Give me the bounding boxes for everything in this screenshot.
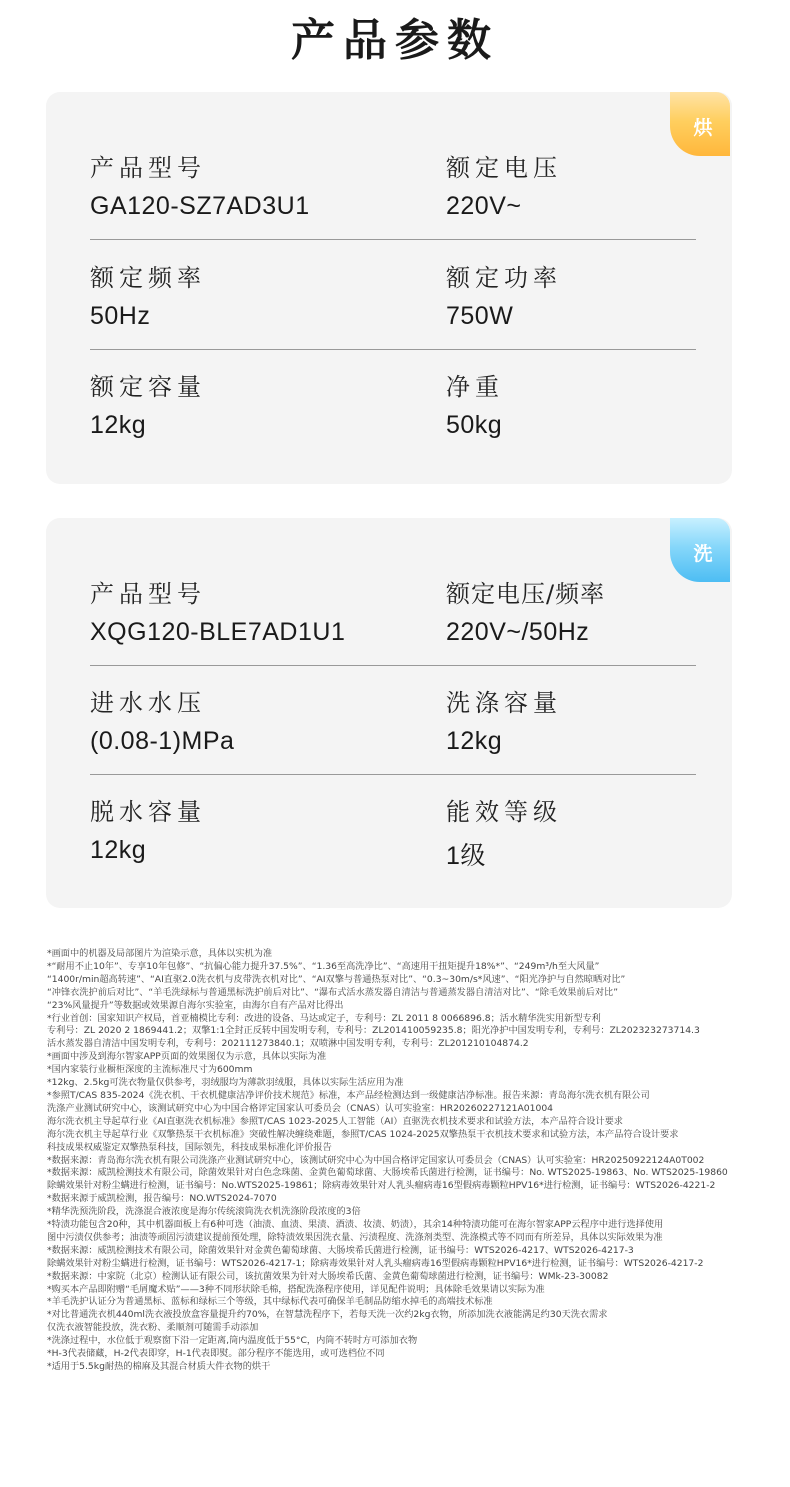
footnote-line: 除螨效果针对粉尘螨进行检测，证书编号：No.WTS2025-19861；除病毒效果针对人乳头瘤病毒16型假病毒颗粒HPV16*进行检测，证书编号：WTS2026-4221-2 [47,1180,716,1192]
footnote-line: 洗涤产业测试研究中心，该测试研究中心为中国合格评定国家认可委员会（CNAS）认可实验室：HR20260227121A01004 [47,1102,554,1114]
washer-badge: 洗 [670,518,730,582]
footnote-line: *洗涤过程中，水位低于观察窗下沿一定距离,筒内温度低于55°C，内筒不转时方可添加衣物 [47,1335,418,1347]
footnote-line: *数据来源：中家院（北京）检测认证有限公司，该抗菌效果为针对大肠埃希氏菌、金黄色葡萄球菌进行检测，证书编号：WMk-23-30082 [47,1270,609,1282]
footnote-line: *H-3代表储藏，H-2代表即穿，H-1代表即熨。部分程序不能选用，或可选档位不同 [47,1348,385,1360]
spec-value: GA120-SZ7AD3U1 [90,192,310,220]
spec-row [90,132,696,240]
page-title: 产品参数 [291,15,499,66]
spec-label: 产品型号 [90,154,206,182]
washer-spec-card [46,518,732,908]
spec-value: (0.08-1)MPa [90,727,235,755]
spec-value: 50kg [446,411,503,439]
footnote-line: 科技成果权威鉴定双擎热泵科技，国际领先，科技成果标准化评价报告 [47,1141,332,1153]
spec-label: 额定电压/频率 [446,580,606,608]
footnote-line: *特渍功能包含20种，其中机器面板上有6种可选（油渍、血渍、果渍、酒渍、妆渍、奶渍），其余14种特渍功能可在海尔智家APP云程序中进行选择使用 [47,1219,664,1231]
spec-value: 50Hz [90,302,151,330]
footnote-line: *画面中的机器及局部图片为渲染示意，具体以实机为准 [47,948,273,959]
spec-label: 净重 [446,373,504,401]
footnote-line: *数据来源：青岛海尔洗衣机有限公司洗涤产业测试研究中心，该测试研究中心为中国合格评定国家认可委员会（CNAS）认可实验室：HR20250922124A0T002 [47,1154,705,1166]
spec-value: 750W [446,302,514,330]
spec-row [90,776,696,884]
footnote-line: *羊毛洗护认证分为普通黑标、蓝标和绿标三个等级，其中绿标代表可确保羊毛制品防缩水掉毛的高端技术标准 [47,1296,493,1308]
footnote-line: 除螨效果针对粉尘螨进行检测，证书编号：WTS2026-4217-1；除病毒效果针对人乳头瘤病毒16型假病毒颗粒HPV16*进行检测，证书编号：WTS2026-4217-2 [47,1257,704,1269]
spec-row [90,242,696,350]
footnote-line: *参照T/CAS 835-2024《洗衣机、干衣机健康洁净评价技术规范》标准，本产品经检测达到一级健康洁净标准。报告来源：青岛海尔洗衣机有限公司 [47,1089,650,1101]
spec-label: 产品型号 [90,580,206,608]
footnote-line: *数据来源：威凯检测技术有限公司，除菌效果针对金黄色葡萄球菌、大肠埃希氏菌进行检测，证书编号：WTS2026-4217、WTS2026-4217-3 [47,1244,634,1256]
spec-row [90,558,696,666]
footnote-line: *画面中涉及到海尔智家APP页面的效果图仅为示意，具体以实际为准 [47,1051,327,1063]
spec-label: 进水水压 [90,689,206,717]
spec-value: 12kg [90,411,147,439]
spec-label: 额定电压 [446,154,562,182]
footnote-line: *行业首创：国家知识产权局，首亚楠模比专利：改进的设备、马达或定子，专利号：ZL 2011 8 0066896.8；活水精华洗实用新型专利 [47,1012,601,1024]
footnote-line: *“耐用不止10年”、专享10年包修”、“抗偏心能力提升37.5%”、“1.36至高洗净比”、“高速用干扭矩提升18%*”、“249m³/h至大风量” [47,960,600,972]
footnote-line: 海尔洗衣机主导起草行业《AI直驱洗衣机标准》参照T/CAS 1023-2025人工智能（AI）直驱洗衣机技术要求和试验方法，本产品符合设计要求 [47,1115,623,1127]
footnote-line: *数据来源于威凯检测，报告编号：NO.WTS2024-7070 [47,1193,277,1205]
footnote-line: *对比普通洗衣机440ml洗衣液投放盒容量提升约70%，在智慧洗程序下，若每天洗一次约2kg衣物，所添加洗衣液能满足约30天洗衣需求 [47,1309,608,1321]
footnotes [47,948,777,1374]
footnote-line: 图中污渍仅供参考；油渍等顽固污渍建议提前预处理，除特渍效果因洗衣量、污渍程度、洗涤剂类型、洗涤模式等不同而有所差异，具体以实际效果为准 [47,1231,663,1243]
footnote-line: *12kg、2.5kg可洗衣物量仅供参考，羽绒服均为薄款羽绒服，具体以实际生活应用为准 [47,1077,404,1089]
spec-label: 脱水容量 [90,798,206,826]
spec-label: 能效等级 [446,798,562,826]
spec-value: 220V~ [446,192,522,220]
spec-label: 洗涤容量 [446,689,562,717]
footnote-line: “23%风量提升”等数据或效果源自海尔实验室，由海尔自有产品对比得出 [47,999,344,1011]
spec-value: 12kg [90,836,147,864]
footnote-line: *精华洗预洗阶段，洗涤混合液浓度是海尔传统滚筒洗衣机洗涤阶段浓度的3倍 [47,1206,361,1218]
spec-label: 额定容量 [90,373,206,401]
footnote-line: *购买本产品即附赠“毛屑魔术贴”——3种不同形状除毛棉，搭配洗涤程序使用，详见配件说明；具体除毛效果请以实际为准 [47,1283,545,1295]
footnote-line: *国内家装行业橱柜深度的主流标准尺寸为600mm [47,1064,253,1076]
footnote-line: 海尔洗衣机主导起草行业《双擎热泵干衣机标准》突破性解决缠绕难题，参照T/CAS 1024-2025双擎热泵干衣机技术要求和试验方法，本产品符合设计要求 [47,1128,679,1140]
spec-value: 1级 [446,842,486,870]
footnote-line: “冲锋衣洗护前后对比”、“羊毛洗绿标与普通黑标洗护前后对比”、“瀑布式活水蒸发器自清洁与普通蒸发器自清洁对比”、“除毛效果前后对比” [47,986,618,998]
footnote-line: *数据来源：威凯检测技术有限公司，除菌效果针对白色念珠菌、金黄色葡萄球菌、大肠埃希氏菌进行检测，证书编号：No. WTS2025-19863、No. WTS2025-19860 [47,1167,728,1179]
dryer-badge: 烘 [670,92,730,156]
spec-row [90,351,696,459]
footnote-line: 活水蒸发器自清洁中国发明专利，专利号：202111273840.1；双喷淋中国发明专利，专利号：ZL201210104874.2 [47,1038,529,1050]
spec-label: 额定功率 [446,264,562,292]
spec-value: 220V~/50Hz [446,618,590,646]
footnote-line: 专利号：ZL 2020 2 1869441.2；双擎1:1全封正反转中国发明专利，专利号：ZL201410059235.8；阳光净护中国发明专利，专利号：ZL202323273714.3 [47,1025,700,1037]
footnote-line: “1400r/min超高转速”、“AI直驱2.0洗衣机与皮带洗衣机对比”、“AI双擎与普通热泵对比”、“0.3~30m/s*风速”、“阳光净护与自然晾晒对比” [47,973,626,985]
spec-value: XQG120-BLE7AD1U1 [90,618,346,646]
footnote-line: *适用于5.5kg耐热的棉麻及其混合材质大件衣物的烘干 [47,1361,271,1372]
dryer-spec-card [46,92,732,484]
spec-row [90,667,696,775]
spec-value: 12kg [446,727,503,755]
spec-label: 额定频率 [90,264,206,292]
footnote-line: 仅洗衣液智能投放，洗衣粉、柔顺剂可随需手动添加 [47,1322,259,1334]
